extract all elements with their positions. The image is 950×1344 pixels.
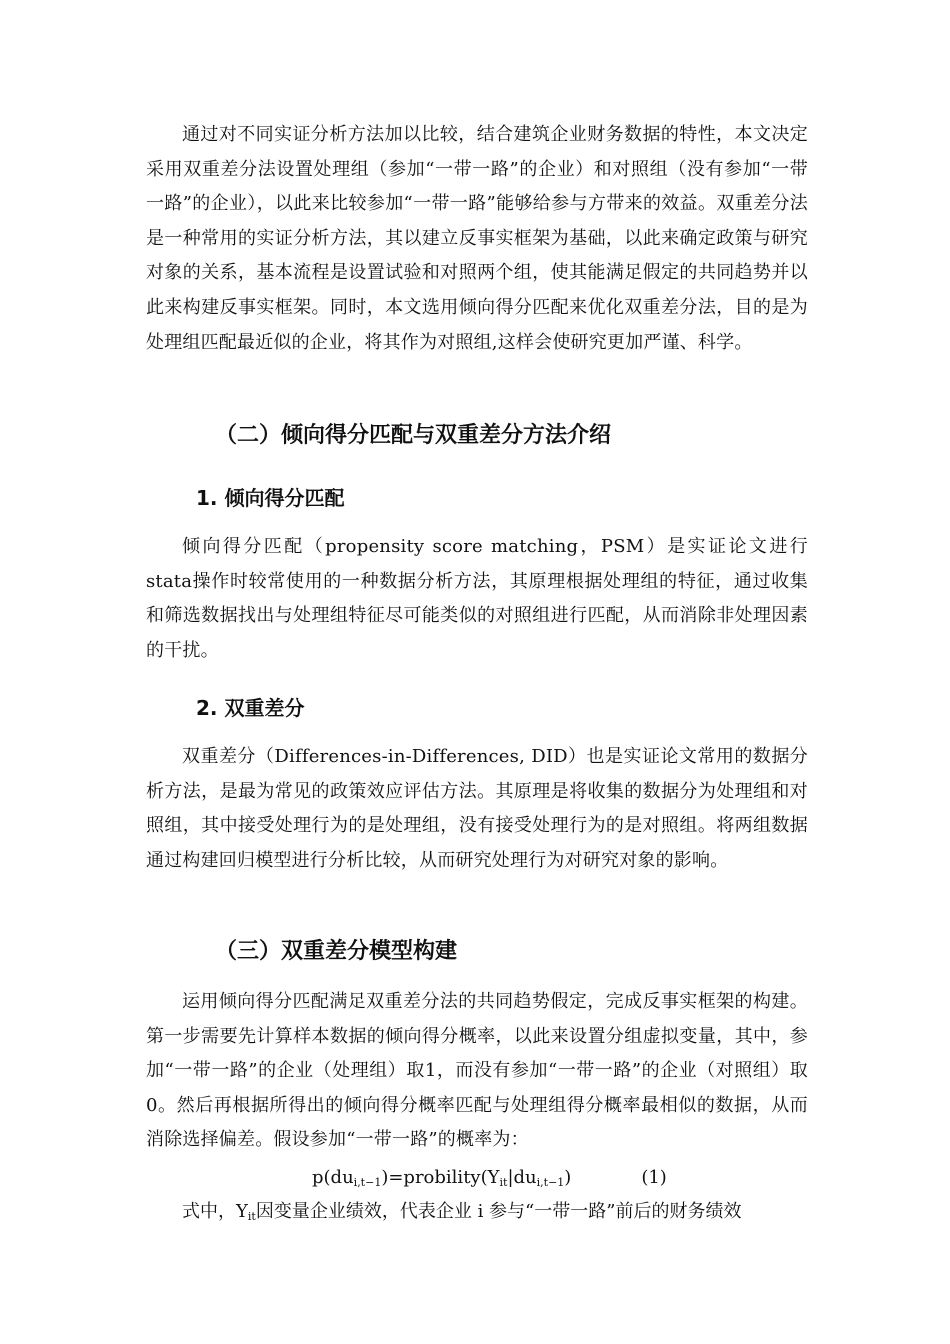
paragraph-psm: 倾向得分匹配（propensity score matching，PSM）是实证论文进行stata操作时较常使用的一种数据分析方法，其原理根据处理组的特征，通过收集和筛选数据找出与处理组特征尽可能类似的对照组进行匹配，从而消除非处理因素的干扰。: [146, 536, 808, 661]
subsection-heading-did: 2. 双重差分: [196, 696, 305, 720]
paragraph-model-construction: 运用倾向得分匹配满足双重差分法的共同趋势假定，完成反事实框架的构建。第一步需要先计算样本数据的倾向得分概率，以此来设置分组虚拟变量，其中，参加“一带一路”的企业（处理组）取1，而没有参加“一带一路”的企业（对照组）取0。然后再根据所得出的倾向得分概率匹配与处理组得分概率最相似的数据，从而消除选择偏差。假设参加“一带一路”的概率为：: [146, 991, 808, 1151]
equation-1: [312, 1164, 667, 1197]
subsection-heading-psm: 1. 倾向得分匹配: [196, 486, 345, 510]
formula-part: )=probility(Y: [381, 1167, 500, 1188]
paragraph-variable-definition: [146, 1197, 808, 1232]
formula-subscript: i,t−1: [353, 1176, 382, 1189]
formula-part: p(du: [312, 1167, 354, 1188]
text-part: 式中，Y: [182, 1201, 248, 1222]
formula-part: |du: [507, 1167, 537, 1188]
formula-part: ): [564, 1167, 572, 1188]
variable-subscript: it: [247, 1210, 256, 1223]
paragraph-did: 双重差分（Differences-in-Differences, DID）也是实证论文常用的数据分析方法，是最为常见的政策效应评估方法。其原理是将收集的数据分为处理组和对照组，其中接受处理行为的是处理组，没有接受处理行为的是对照组。将两组数据通过构建回归模型进行分析比较，从而研究处理行为对研究对象的影响。: [146, 746, 808, 871]
equation-number: (1): [641, 1167, 667, 1188]
text-part: 因变量企业绩效，代表企业 i 参与“一带一路”前后的财务绩效: [255, 1201, 742, 1222]
formula-subscript: it: [499, 1176, 508, 1189]
section-heading-3: （三）双重差分模型构建: [215, 939, 458, 964]
section-heading-2: （二）倾向得分匹配与双重差分方法介绍: [215, 423, 612, 448]
paragraph-method-comparison: 通过对不同实证分析方法加以比较，结合建筑企业财务数据的特性，本文决定采用双重差分法设置处理组（参加“一带一路”的企业）和对照组（没有参加“一带一路”的企业），以此来比较参加“一带一路”能够给参与方带来的效益。双重差分法是一种常用的实证分析方法，其以建立反事实框架为基础，以此来确定政策与研究对象的关系，基本流程是设置试验和对照两个组，使其能满足假定的共同趋势并以此来构建反事实框架。同时，本文选用倾向得分匹配来优化双重差分法，目的是为处理组匹配最近似的企业，将其作为对照组,这样会使研究更加严谨、科学。: [146, 124, 808, 353]
formula-subscript: i,t−1: [536, 1176, 565, 1189]
